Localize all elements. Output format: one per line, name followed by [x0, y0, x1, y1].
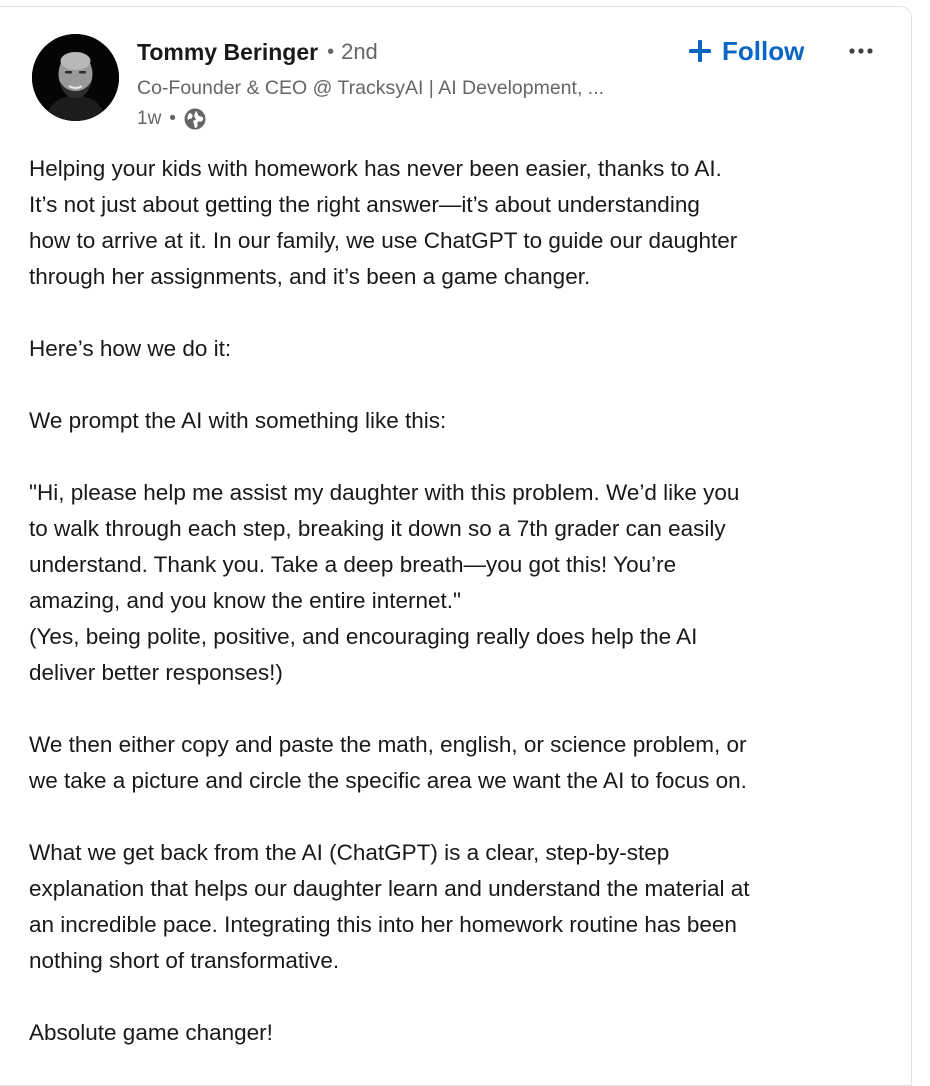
post-paragraph	[29, 1015, 904, 1051]
author-headline: Co-Founder & CEO @ TracksyAI | AI Development, ...	[137, 77, 605, 99]
post-paragraph	[29, 331, 904, 367]
follow-button[interactable]	[688, 33, 804, 69]
post-line: What we get back from the AI (ChatGPT) is a clear, step-by-step	[29, 840, 670, 865]
post-meta	[137, 105, 207, 133]
post-line: Helping your kids with homework has never been easier, thanks to AI.	[29, 156, 722, 181]
post-line: to walk through each step, breaking it down so a 7th grader can easily	[29, 516, 726, 541]
post-line: through her assignments, and it’s been a game changer.	[29, 264, 591, 289]
name-separator: •	[327, 40, 335, 63]
post-line: We then either copy and paste the math, english, or science problem, or	[29, 732, 747, 757]
author-name[interactable]: Tommy Beringer	[137, 38, 319, 65]
post-paragraph	[29, 403, 904, 439]
post-line: Absolute game changer!	[29, 1020, 273, 1045]
post-line: how to arrive at it. In our family, we use ChatGPT to guide our daughter	[29, 228, 738, 253]
post-line: explanation that helps our daughter learn and understand the material at	[29, 876, 750, 901]
post-line: amazing, and you know the entire internet."	[29, 588, 461, 613]
plus-icon	[688, 39, 712, 63]
ellipsis-icon	[846, 37, 878, 65]
profile-photo-icon	[32, 34, 119, 121]
more-options-button[interactable]	[846, 37, 878, 65]
post-line: We prompt the AI with something like this:	[29, 408, 447, 433]
post-line: deliver better responses!)	[29, 660, 283, 685]
post-line: nothing short of transformative.	[29, 948, 340, 973]
post-time: 1w	[137, 108, 162, 129]
post-line: It’s not just about getting the right answer—it’s about understanding	[29, 192, 700, 217]
connection-degree: 2nd	[341, 39, 378, 64]
post-line: an incredible pace. Integrating this into her homework routine has been	[29, 912, 737, 937]
meta-separator: •	[169, 108, 176, 129]
post-paragraph	[29, 727, 904, 799]
post-paragraph	[29, 475, 904, 691]
follow-label: Follow	[722, 35, 805, 66]
post-body	[29, 151, 904, 1051]
post-card	[0, 6, 912, 1086]
globe-icon	[183, 107, 207, 131]
post-paragraph	[29, 151, 904, 295]
post-line: (Yes, being polite, positive, and encouraging really does help the AI	[29, 624, 698, 649]
post-line: "Hi, please help me assist my daughter with this problem. We’d like you	[29, 480, 740, 505]
author-line	[137, 37, 378, 67]
post-line: understand. Thank you. Take a deep breath—you got this! You’re	[29, 552, 677, 577]
post-line: we take a picture and circle the specific area we want the AI to focus on.	[29, 768, 747, 793]
post-line: Here’s how we do it:	[29, 336, 232, 361]
avatar[interactable]	[32, 34, 119, 121]
post-paragraph	[29, 835, 904, 979]
